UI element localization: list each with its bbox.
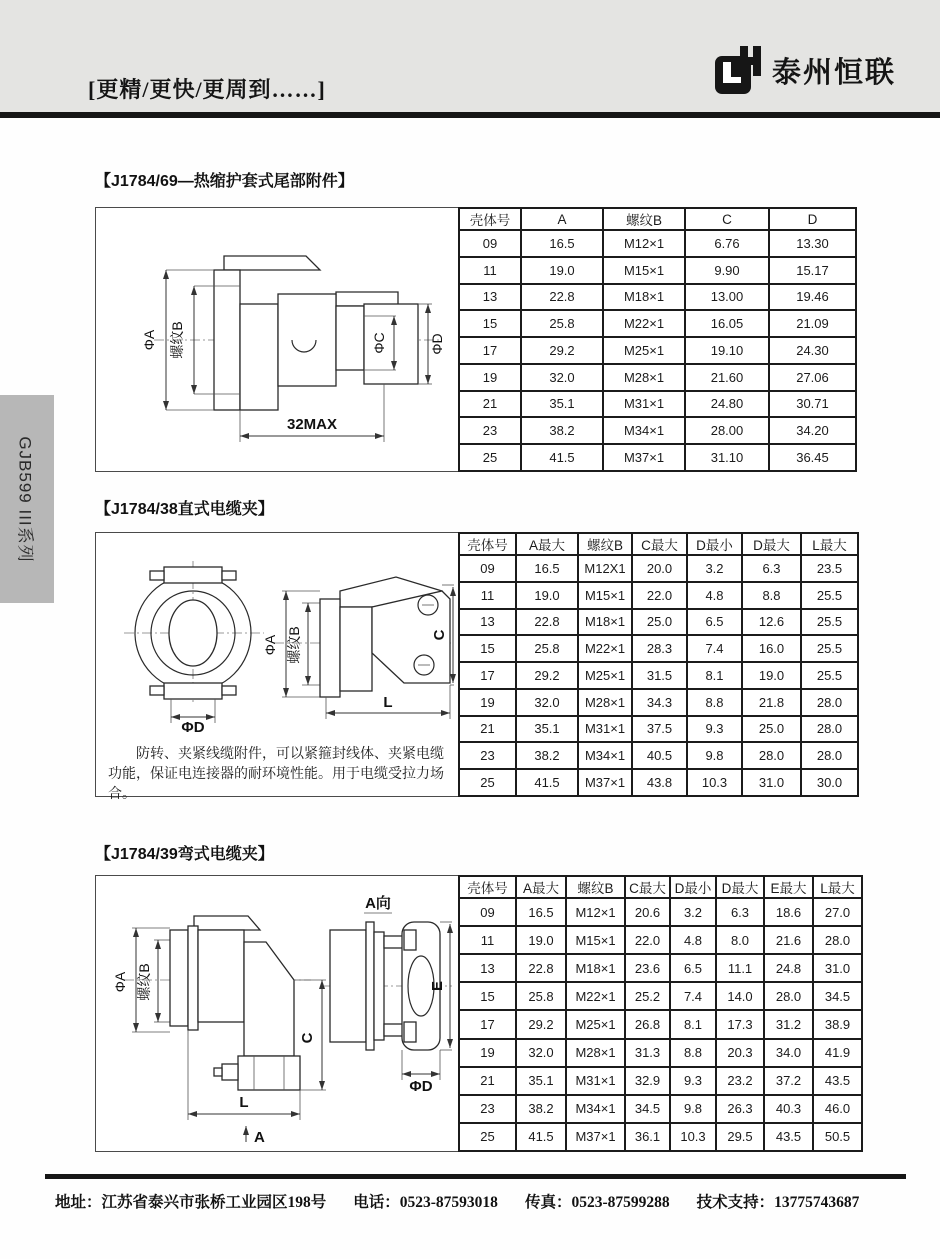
table-cell: 28.0 — [813, 926, 862, 954]
table-cell: 7.4 — [670, 982, 716, 1010]
table-cell: 41.9 — [813, 1039, 862, 1067]
table-cell: 15 — [459, 310, 521, 337]
table-cell: 25 — [459, 769, 516, 796]
table-cell: 34.5 — [813, 982, 862, 1010]
table-cell: 8.8 — [742, 582, 801, 609]
dim-phi-d: ΦD — [181, 719, 205, 733]
table-cell: 23 — [459, 742, 516, 769]
table-header-row — [459, 876, 862, 898]
table-cell: 10.3 — [687, 769, 742, 796]
section-2-note: 防转、夹紧线缆附件，可以紧箍封线体、夹紧电缆功能，保证电连接器的耐环境性能。用于电缆受拉力场合。 — [108, 745, 444, 801]
table-cell: 3.2 — [670, 898, 716, 926]
table-cell: 37.5 — [632, 716, 687, 743]
table-cell: M18×1 — [578, 609, 632, 636]
table-row — [459, 364, 856, 391]
table-cell: 38.2 — [516, 742, 578, 769]
table-cell: 09 — [459, 898, 516, 926]
footer-address: 地址：江苏省泰兴市张桥工业园区198号 — [55, 1194, 327, 1211]
table-cell: 19.0 — [516, 926, 566, 954]
table-cell: 31.0 — [742, 769, 801, 796]
table-cell: M18×1 — [603, 284, 685, 311]
table-cell: 24.80 — [685, 391, 769, 418]
table-cell: 8.1 — [670, 1010, 716, 1038]
table-header-row — [459, 208, 856, 230]
table-cell: 28.0 — [764, 982, 813, 1010]
table-cell: 11 — [459, 926, 516, 954]
table-cell: 43.5 — [764, 1123, 813, 1151]
table-cell: M25×1 — [603, 337, 685, 364]
table-cell: 34.0 — [764, 1039, 813, 1067]
table-cell: 4.8 — [670, 926, 716, 954]
table-cell: 29.2 — [521, 337, 603, 364]
table-cell: 11 — [459, 257, 521, 284]
table-cell: 25.8 — [521, 310, 603, 337]
table-cell: 32.9 — [625, 1067, 670, 1095]
column-header: E最大 — [764, 876, 813, 898]
table-cell: 8.8 — [687, 689, 742, 716]
table-cell: 09 — [459, 230, 521, 257]
table-row — [459, 310, 856, 337]
table-row — [459, 742, 858, 769]
table-cell: 25.5 — [801, 582, 858, 609]
table-row — [459, 689, 858, 716]
table-cell: 26.8 — [625, 1010, 670, 1038]
table-row — [459, 926, 862, 954]
table-cell: 40.3 — [764, 1095, 813, 1123]
dim-phi-c: ΦC — [371, 332, 387, 354]
table-cell: 23 — [459, 417, 521, 444]
spec-table-straight-clamp — [458, 532, 859, 797]
table-cell: 15 — [459, 635, 516, 662]
table-cell: 26.3 — [716, 1095, 764, 1123]
table-cell: 22.0 — [625, 926, 670, 954]
table-cell: 24.30 — [769, 337, 856, 364]
column-header: C — [685, 208, 769, 230]
header-divider — [0, 112, 940, 118]
table-cell: 13 — [459, 954, 516, 982]
table-cell: 15.17 — [769, 257, 856, 284]
heat-shrink-tail-drawing — [96, 208, 456, 469]
table-cell: M12×1 — [603, 230, 685, 257]
table-cell: 31.3 — [625, 1039, 670, 1067]
section-1-title: 【J1784/69—热缩护套式尾部附件】 — [95, 173, 354, 190]
table-cell: 36.45 — [769, 444, 856, 471]
table-cell: M22×1 — [566, 982, 625, 1010]
table-cell: 22.8 — [521, 284, 603, 311]
table-row — [459, 337, 856, 364]
table-cell: 34.20 — [769, 417, 856, 444]
column-header: 螺纹B — [603, 208, 685, 230]
table-cell: 16.5 — [516, 898, 566, 926]
table-cell: 31.2 — [764, 1010, 813, 1038]
table-cell: M31×1 — [603, 391, 685, 418]
table-cell: 19.0 — [516, 582, 578, 609]
table-row — [459, 954, 862, 982]
footer-phone: 电话：0523-87593018 — [353, 1194, 498, 1211]
table-row — [459, 417, 856, 444]
table-row — [459, 716, 858, 743]
table-cell: 21 — [459, 1067, 516, 1095]
table-cell: 29.2 — [516, 662, 578, 689]
dim-e: E — [429, 980, 446, 992]
table-cell: 38.9 — [813, 1010, 862, 1038]
table-cell: M28×1 — [603, 364, 685, 391]
column-header: L最大 — [801, 533, 858, 555]
dim-l: L — [239, 1094, 249, 1111]
table-row — [459, 257, 856, 284]
table-cell: 13.00 — [685, 284, 769, 311]
table-cell: 25 — [459, 444, 521, 471]
table-cell: 6.5 — [687, 609, 742, 636]
table-cell: 16.0 — [742, 635, 801, 662]
logo-lh-icon — [715, 44, 763, 96]
table-cell: M37×1 — [603, 444, 685, 471]
view-arrow-a: A — [254, 1129, 265, 1146]
table-cell: 43.8 — [632, 769, 687, 796]
table-cell: 24.8 — [764, 954, 813, 982]
table-row — [459, 982, 862, 1010]
table-cell: 19 — [459, 364, 521, 391]
dim-32max: 32MAX — [286, 416, 338, 433]
page-footer — [55, 1190, 915, 1212]
table-cell: M15×1 — [566, 926, 625, 954]
column-header: C最大 — [632, 533, 687, 555]
dim-c: C — [299, 1032, 316, 1044]
footer-fax: 传真：0523-87599288 — [524, 1194, 670, 1211]
table-cell: 12.6 — [742, 609, 801, 636]
table-cell: 19.46 — [769, 284, 856, 311]
table-cell: 46.0 — [813, 1095, 862, 1123]
table-cell: 20.0 — [632, 555, 687, 582]
column-header: 壳体号 — [459, 876, 516, 898]
table-cell: 31.5 — [632, 662, 687, 689]
table-cell: 20.3 — [716, 1039, 764, 1067]
table-cell: 6.3 — [716, 898, 764, 926]
table-row — [459, 898, 862, 926]
table-cell: 18.6 — [764, 898, 813, 926]
table-header-row — [459, 533, 858, 555]
column-header: D最小 — [670, 876, 716, 898]
table-cell: M22×1 — [603, 310, 685, 337]
table-cell: 41.5 — [521, 444, 603, 471]
table-cell: M15×1 — [603, 257, 685, 284]
table-cell: 25.5 — [801, 609, 858, 636]
table-cell: 9.3 — [670, 1067, 716, 1095]
table-cell: 19 — [459, 1039, 516, 1067]
table-row — [459, 609, 858, 636]
table-cell: 25.5 — [801, 662, 858, 689]
table-row — [459, 1095, 862, 1123]
table-row — [459, 582, 858, 609]
table-row — [459, 230, 856, 257]
view-label-a: A向 — [365, 895, 391, 912]
table-cell: 30.0 — [801, 769, 858, 796]
dim-phi-a: ΦA — [262, 634, 278, 656]
table-cell: 30.71 — [769, 391, 856, 418]
table-cell: 17 — [459, 337, 521, 364]
table-cell: 28.3 — [632, 635, 687, 662]
table-cell: M25×1 — [566, 1010, 625, 1038]
table-cell: 13 — [459, 609, 516, 636]
table-cell: 32.0 — [521, 364, 603, 391]
section-3-panel — [95, 875, 855, 1152]
table-cell: 50.5 — [813, 1123, 862, 1151]
table-cell: M15×1 — [578, 582, 632, 609]
table-cell: M34×1 — [603, 417, 685, 444]
table-cell: 38.2 — [521, 417, 603, 444]
column-header: D最大 — [742, 533, 801, 555]
table-cell: 25.8 — [516, 635, 578, 662]
table-cell: 37.2 — [764, 1067, 813, 1095]
column-header: C最大 — [625, 876, 670, 898]
table-cell: 11 — [459, 582, 516, 609]
table-cell: 17 — [459, 1010, 516, 1038]
table-cell: 32.0 — [516, 689, 578, 716]
table-row — [459, 635, 858, 662]
table-cell: 43.5 — [813, 1067, 862, 1095]
table-cell: 21.8 — [742, 689, 801, 716]
table-cell: 27.06 — [769, 364, 856, 391]
column-header: D最小 — [687, 533, 742, 555]
table-cell: 4.8 — [687, 582, 742, 609]
table-cell: M28×1 — [566, 1039, 625, 1067]
table-cell: 31.0 — [813, 954, 862, 982]
table-cell: 31.10 — [685, 444, 769, 471]
table-row — [459, 662, 858, 689]
column-header: 螺纹B — [578, 533, 632, 555]
straight-cable-clamp-drawing — [96, 533, 456, 733]
table-cell: 16.5 — [521, 230, 603, 257]
table-cell: 41.5 — [516, 1123, 566, 1151]
dim-phi-a: ΦA — [112, 971, 128, 993]
spec-table-angled-clamp — [458, 875, 863, 1152]
table-cell: 10.3 — [670, 1123, 716, 1151]
table-cell: 34.5 — [625, 1095, 670, 1123]
page-header — [0, 0, 940, 112]
table-cell: 09 — [459, 555, 516, 582]
dim-c: C — [431, 629, 448, 641]
table-cell: 23 — [459, 1095, 516, 1123]
table-cell: 16.5 — [516, 555, 578, 582]
table-row — [459, 1010, 862, 1038]
table-row — [459, 284, 856, 311]
table-cell: 9.8 — [687, 742, 742, 769]
table-cell: 25.0 — [632, 609, 687, 636]
table-cell: 6.76 — [685, 230, 769, 257]
footer-support: 技术支持：13775743687 — [696, 1194, 860, 1211]
dim-thread-b: 螺纹B — [169, 321, 185, 359]
column-header: D — [769, 208, 856, 230]
table-cell: 41.5 — [516, 769, 578, 796]
table-cell: 21.09 — [769, 310, 856, 337]
table-cell: 28.00 — [685, 417, 769, 444]
table-cell: M12×1 — [566, 898, 625, 926]
table-cell: 8.0 — [716, 926, 764, 954]
table-cell: 6.3 — [742, 555, 801, 582]
footer-divider — [45, 1174, 906, 1179]
column-header: A — [521, 208, 603, 230]
table-row — [459, 555, 858, 582]
table-cell: 7.4 — [687, 635, 742, 662]
table-cell: 11.1 — [716, 954, 764, 982]
dim-thread-b: 螺纹B — [286, 626, 302, 664]
table-cell: 23.6 — [625, 954, 670, 982]
table-cell: 35.1 — [516, 716, 578, 743]
series-side-tab — [0, 395, 54, 603]
table-cell: 38.2 — [516, 1095, 566, 1123]
column-header: L最大 — [813, 876, 862, 898]
column-header: A最大 — [516, 876, 566, 898]
table-cell: 9.8 — [670, 1095, 716, 1123]
table-cell: 9.3 — [687, 716, 742, 743]
table-cell: 36.1 — [625, 1123, 670, 1151]
table-cell: 20.6 — [625, 898, 670, 926]
table-cell: 25 — [459, 1123, 516, 1151]
table-cell: 14.0 — [716, 982, 764, 1010]
table-cell: 35.1 — [516, 1067, 566, 1095]
table-cell: 21.60 — [685, 364, 769, 391]
table-cell: 19.10 — [685, 337, 769, 364]
table-cell: M31×1 — [578, 716, 632, 743]
table-cell: M25×1 — [578, 662, 632, 689]
dim-phi-d: ΦD — [409, 1078, 433, 1095]
table-cell: 40.5 — [632, 742, 687, 769]
table-cell: M12X1 — [578, 555, 632, 582]
table-cell: 32.0 — [516, 1039, 566, 1067]
table-row — [459, 391, 856, 418]
section-1-panel — [95, 207, 847, 472]
dim-thread-b: 螺纹B — [136, 963, 152, 1001]
table-cell: 35.1 — [521, 391, 603, 418]
section-2-panel — [95, 532, 847, 801]
table-cell: 21 — [459, 716, 516, 743]
table-cell: 19.0 — [742, 662, 801, 689]
header-slogan: [更精/更快/更周到……] — [88, 77, 326, 102]
series-label: GJB599 III系列 — [15, 435, 35, 563]
table-cell: M18×1 — [566, 954, 625, 982]
table-row — [459, 769, 858, 796]
table-cell: 25.5 — [801, 635, 858, 662]
company-logo — [715, 44, 896, 96]
column-header: 壳体号 — [459, 533, 516, 555]
dim-l: L — [383, 694, 393, 711]
table-row — [459, 1039, 862, 1067]
column-header: 壳体号 — [459, 208, 521, 230]
table-cell: 9.90 — [685, 257, 769, 284]
table-cell: 22.0 — [632, 582, 687, 609]
section-2-title: 【J1784/38直式电缆夹】 — [95, 501, 274, 518]
table-cell: 21.6 — [764, 926, 813, 954]
table-cell: 25.2 — [625, 982, 670, 1010]
table-cell: 22.8 — [516, 954, 566, 982]
spec-table-heat-shrink — [458, 207, 857, 472]
table-cell: 3.2 — [687, 555, 742, 582]
column-header: A最大 — [516, 533, 578, 555]
table-cell: 6.5 — [670, 954, 716, 982]
angled-cable-clamp-drawing — [96, 876, 456, 1149]
table-cell: 25.8 — [516, 982, 566, 1010]
table-cell: 29.5 — [716, 1123, 764, 1151]
brand-name: 泰州恒联 — [771, 56, 896, 89]
table-cell: 28.0 — [801, 742, 858, 769]
table-cell: 28.0 — [801, 689, 858, 716]
dim-phi-a: ΦA — [141, 329, 157, 351]
table-cell: 13 — [459, 284, 521, 311]
table-cell: 23.2 — [716, 1067, 764, 1095]
table-cell: 28.0 — [801, 716, 858, 743]
column-header: D最大 — [716, 876, 764, 898]
table-cell: 23.5 — [801, 555, 858, 582]
table-cell: M34×1 — [566, 1095, 625, 1123]
table-cell: 28.0 — [742, 742, 801, 769]
table-cell: M37×1 — [578, 769, 632, 796]
table-cell: 22.8 — [516, 609, 578, 636]
table-cell: 8.1 — [687, 662, 742, 689]
table-row — [459, 1123, 862, 1151]
table-cell: M28×1 — [578, 689, 632, 716]
table-cell: 13.30 — [769, 230, 856, 257]
table-cell: 19.0 — [521, 257, 603, 284]
table-cell: 15 — [459, 982, 516, 1010]
table-cell: 21 — [459, 391, 521, 418]
table-row — [459, 444, 856, 471]
table-cell: 25.0 — [742, 716, 801, 743]
column-header: 螺纹B — [566, 876, 625, 898]
table-cell: 17.3 — [716, 1010, 764, 1038]
dim-phi-d: ΦD — [429, 333, 445, 355]
table-cell: M34×1 — [578, 742, 632, 769]
table-cell: 8.8 — [670, 1039, 716, 1067]
table-cell: 19 — [459, 689, 516, 716]
table-cell: 17 — [459, 662, 516, 689]
table-cell: 27.0 — [813, 898, 862, 926]
table-cell: 34.3 — [632, 689, 687, 716]
table-cell: M22×1 — [578, 635, 632, 662]
table-cell: M31×1 — [566, 1067, 625, 1095]
table-row — [459, 1067, 862, 1095]
table-cell: 16.05 — [685, 310, 769, 337]
table-cell: 29.2 — [516, 1010, 566, 1038]
section-3-title: 【J1784/39弯式电缆夹】 — [95, 846, 274, 863]
table-cell: M37×1 — [566, 1123, 625, 1151]
